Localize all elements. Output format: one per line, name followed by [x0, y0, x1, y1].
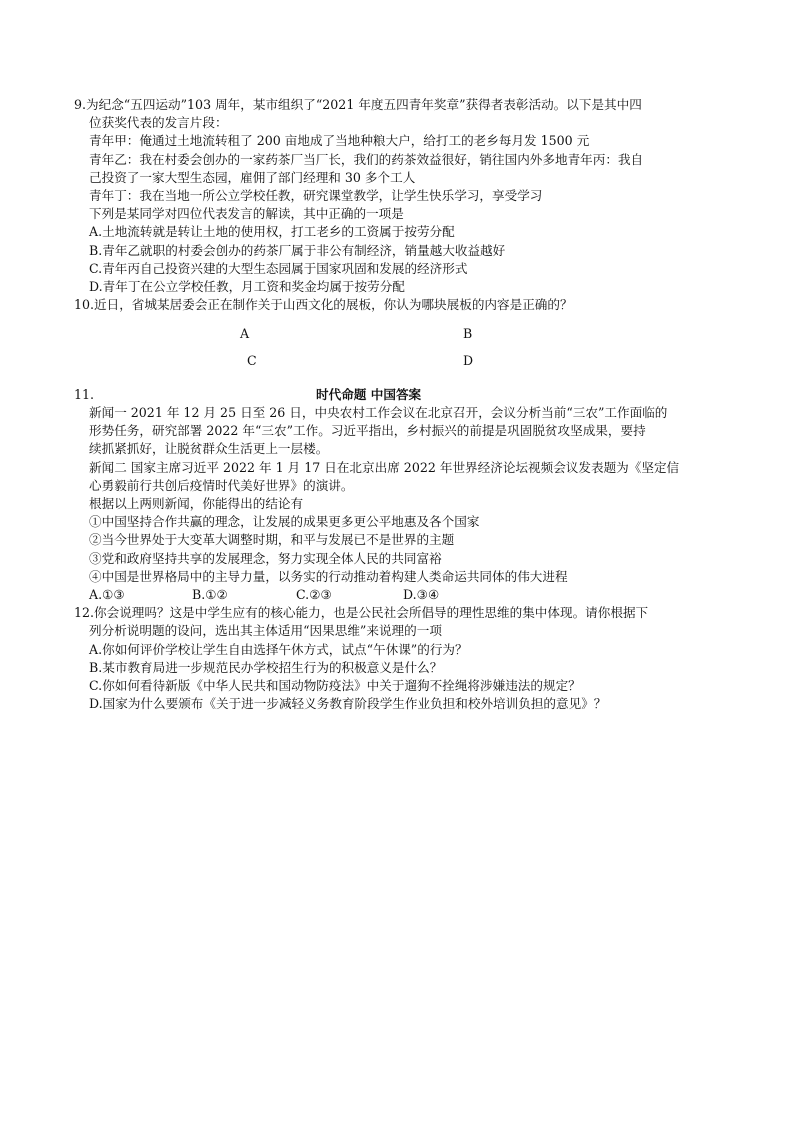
q11-statement-3: ③党和政府坚持共享的发展理念，努力实现全体人民的共同富裕	[89, 551, 442, 566]
q11-news1-line3: 续抓紧抓好，让脱贫群众生活更上一层楼。	[89, 441, 329, 456]
q9-option-b: B.青年乙就职的村委会创办的药茶厂属于非公有制经济，销量越大收益越好	[89, 243, 506, 258]
q10-board-d-label: D	[463, 353, 474, 368]
q12-option-b: B.某市教育局进一步规范民办学校招生行为的积极意义是什么？	[89, 660, 443, 675]
q11-option-d: D.③④	[403, 587, 440, 602]
q11-statement-4: ④中国是世界格局中的主导力量，以务实的行动推动着构建人类命运共同体的伟大进程	[89, 569, 568, 584]
q11-statement-2: ②当今世界处于大变革大调整时期，和平与发展已不是世界的主题	[89, 532, 455, 547]
q11-number: 11.	[74, 387, 95, 402]
q11-option-c: C.②③	[296, 587, 332, 602]
q9-option-d: D.青年丁在公立学校任教，月工资和奖金均属于按劳分配	[89, 279, 405, 294]
q10-board-c-label: C	[247, 353, 257, 368]
q9-speech-jia: 青年甲：俺通过土地流转租了 200 亩地成了当地种粮大户，给打工的老乡每月发 1500 元	[89, 133, 590, 148]
q12-stem-line1: 12.你会说理吗？这是中学生应有的核心能力，也是公民社会所倡导的理性思维的集中体现。请你根据下	[74, 605, 649, 620]
q9-stem-line2: 位获奖代表的发言片段：	[89, 115, 228, 130]
q9-option-c: C.青年丙自己投资兴建的大型生态园属于国家巩固和发展的经济形式	[89, 261, 468, 276]
q9-stem-line1: 9.为纪念“五四运动”103 周年，某市组织了“2021 年度五四青年奖章”获得者表彰活动。以下是其中四	[74, 97, 642, 112]
q11-news2-line2: 心勇毅前行共创后疫情时代美好世界》的演讲。	[89, 478, 354, 493]
q12-option-d: D.国家为什么要颁布《关于进一步减轻义务教育阶段学生作业负担和校外培训负担的意见》？	[89, 696, 607, 711]
q11-news1-line1: 新闻一 2021 年 12 月 25 日至 26 日，中央农村工作会议在北京召开，会议分析当前“三农”工作面临的	[89, 405, 668, 420]
q11-news2-line1: 新闻二 国家主席习近平 2022 年 1 月 17 日在北京出席 2022 年世界经济论坛视频会议发表题为《坚定信	[89, 460, 680, 475]
q9-question: 下列是某同学对四位代表发言的解读，其中正确的一项是	[89, 206, 404, 221]
q9-speech-yi-line1: 青年乙：我在村委会创办的一家药茶厂当厂长，我们的药茶效益很好，销往国内外多地青年丙：我自	[89, 152, 644, 167]
q9-option-a: A.土地流转就是转让土地的使用权，打工老乡的工资属于按劳分配	[89, 224, 455, 239]
q10-board-b-label: B	[463, 326, 473, 341]
q10-stem: 10.近日，省城某居委会正在制作关于山西文化的展板，你认为哪块展板的内容是正确的？	[74, 297, 573, 312]
q11-title: 时代命题 中国答案	[316, 387, 422, 402]
q11-news1-line2: 形势任务，研究部署 2022 年“三农”工作。习近平指出，乡村振兴的前提是巩固脱贫攻坚成果，要持	[89, 423, 646, 438]
q11-statement-1: ①中国坚持合作共赢的理念，让发展的成果更多更公平地惠及各个国家	[89, 514, 480, 529]
q12-option-c: C.你如何看待新版《中华人民共和国动物防疫法》中关于遛狗不拴绳将涉嫌违法的规定？	[89, 678, 581, 693]
q12-option-a: A.你如何评价学校让学生自由选择午休方式，试点“午休课”的行为？	[89, 642, 468, 657]
q11-question: 根据以上两则新闻，你能得出的结论有	[89, 496, 304, 511]
q9-speech-ding: 青年丁：我在当地一所公立学校任教，研究课堂教学，让学生快乐学习，享受学习	[89, 188, 543, 203]
q12-stem-line2: 列分析说明题的设问，选出其主体适用“因果思维”来说理的一项	[89, 623, 442, 638]
q11-option-b: B.①②	[192, 587, 228, 602]
q9-speech-yi-line2: 己投资了一家大型生态园，雇佣了部门经理和 30 多个工人	[89, 170, 416, 185]
q10-board-a-label: A	[240, 326, 250, 341]
q11-option-a: A.①③	[89, 587, 125, 602]
